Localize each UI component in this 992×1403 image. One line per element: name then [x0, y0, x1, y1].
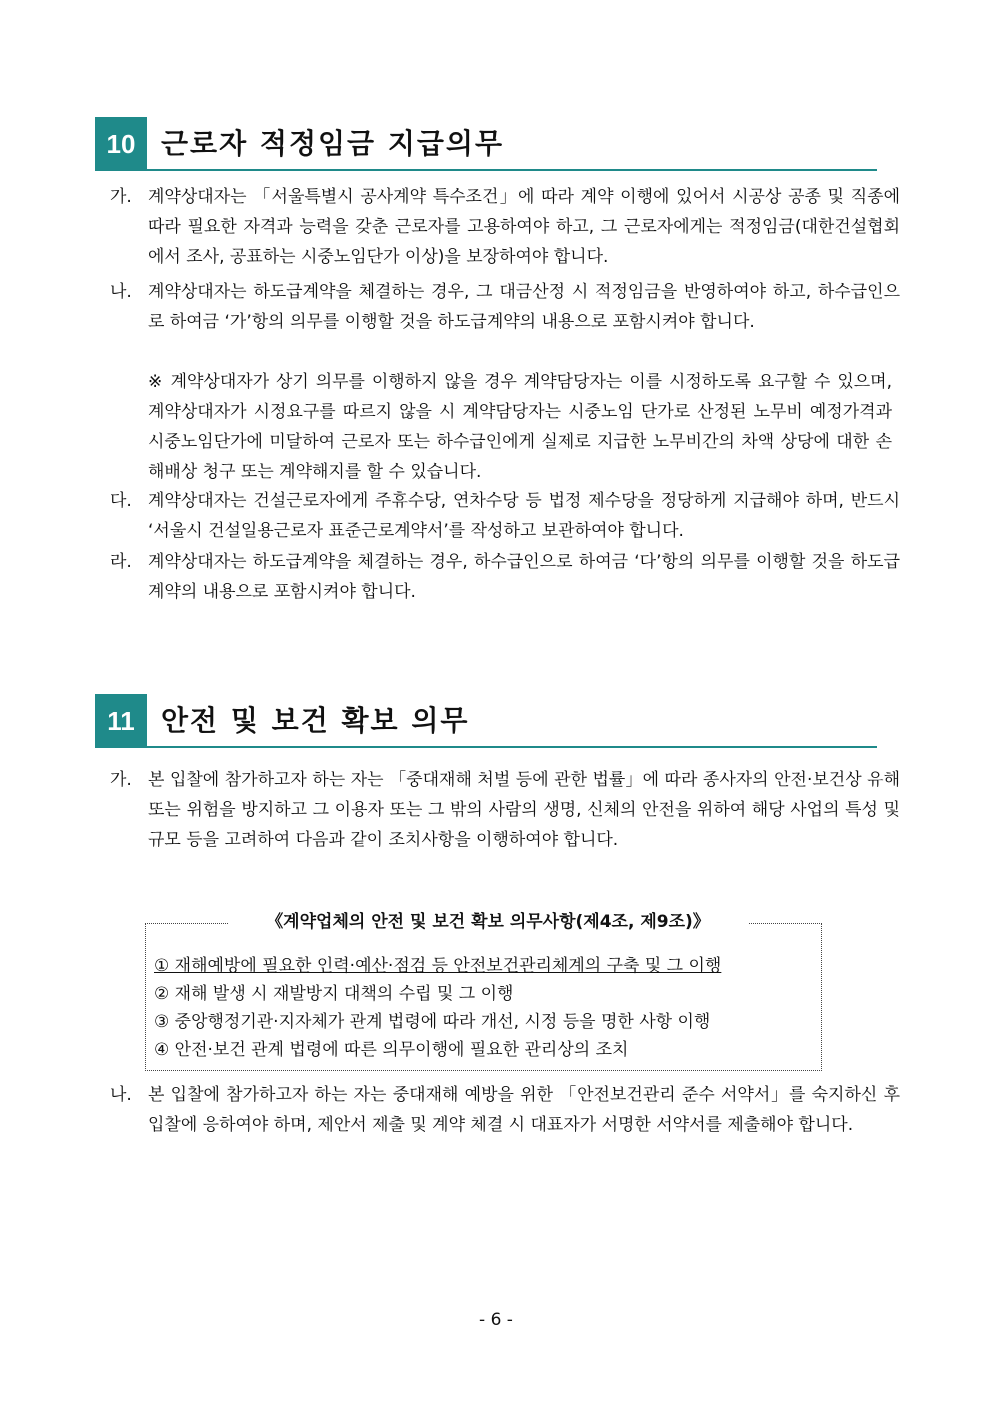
list-item [110, 277, 900, 337]
item-label: 라. [110, 552, 132, 572]
list-item [110, 486, 900, 546]
item-text: 계약상대자는 하도급계약을 체결하는 경우, 하수급인으로 하여금 ‘다’항의 의무를 이행할 것을 하도급계약의 내용으로 포함시켜야 합니다. [148, 552, 900, 602]
item-text: 본 입찰에 참가하고자 하는 자는 중대재해 예방을 위한 「안전보건관리 준수 서약서」를 숙지하신 후 입찰에 응하여야 하며, 제안서 제출 및 계약 체결 시 대표자가 서명한 서약서를 제출해야 합니다. [148, 1085, 900, 1135]
page-number: - 6 - [479, 1310, 513, 1330]
item-text: 계약상대자는 건설근로자에게 주휴수당, 연차수당 등 법정 제수당을 정당하게 지급해야 하며, 반드시 ‘서울시 건설일용근로자 표준근로계약서’를 작성하고 보관하여야 합니다. [148, 491, 900, 541]
item-label: 나. [110, 282, 132, 302]
obligation-item: ④ 안전·보건 관계 법령에 따른 의무이행에 필요한 관리상의 조치 [154, 1040, 629, 1060]
list-item [110, 182, 900, 272]
list-item [110, 547, 900, 607]
section-number-badge: 11 [95, 694, 147, 748]
section-divider [147, 169, 877, 171]
item-text: 본 입찰에 참가하고자 하는 자는 「중대재해 처벌 등에 관한 법률」에 따라 종사자의 안전·보건상 유해 또는 위험을 방지하고 그 이용자 또는 그 밖의 사람의 생명, 신체의 안전을 위하여 해당 사업의 특성 및 규모 등을 고려하여 다음과 같이 조치사항을 이행하여야 합니다. [148, 770, 900, 850]
obligation-item: ② 재해 발생 시 재발방지 대책의 수립 및 그 이행 [154, 984, 514, 1004]
obligation-item: ③ 중앙행정기관·지자체가 관계 법령에 따라 개선, 시정 등을 명한 사항 이행 [154, 1012, 711, 1032]
item-text: 계약상대자는 「서울특별시 공사계약 특수조건」에 따라 계약 이행에 있어서 시공상 공종 및 직종에 따라 필요한 자격과 능력을 갖춘 근로자를 고용하여야 하고, 그 근로자에게는 적정임금(대한건설협회에서 조사, 공표하는 시중노임단가 이상)을 보장하여야 합니다. [148, 187, 900, 267]
section-title: 안전 및 보건 확보 의무 [161, 704, 470, 737]
section-11-header [95, 694, 877, 748]
item-label: 가. [110, 770, 132, 790]
obligations-box-title: 《계약업체의 안전 및 보건 확보 의무사항(제4조, 제9조)》 [228, 908, 748, 936]
list-item [110, 765, 900, 855]
list-item [110, 1080, 900, 1140]
item-label: 다. [110, 491, 132, 511]
item-text: 계약상대자는 하도급계약을 체결하는 경우, 그 대금산정 시 적정임금을 반영하여야 하고, 하수급인으로 하여금 ‘가’항의 의무를 이행할 것을 하도급계약의 내용으로 포함시켜야 합니다. [148, 282, 900, 332]
section-10-header [95, 117, 877, 171]
item-label: 가. [110, 187, 132, 207]
obligation-item: ① 재해예방에 필요한 인력·예산·점검 등 안전보건관리체계의 구축 및 그 이행 [154, 956, 722, 976]
obligations-list [154, 952, 814, 1064]
section-number-badge: 10 [95, 117, 147, 171]
section-divider [147, 746, 877, 748]
section-title: 근로자 적정임금 지급의무 [161, 127, 505, 160]
note-paragraph: ※ 계약상대자가 상기 의무를 이행하지 않을 경우 계약담당자는 이를 시정하도록 요구할 수 있으며, 계약상대자가 시정요구를 따르지 않을 시 계약담당자는 시중노임 단가로 산정된 노무비 예정가격과 시중노임단가에 미달하여 근로자 또는 하수급인에게 실제로 지급한 노무비간의 차액 상당에 대한 손해배상 청구 또는 계약해지를 할 수 있습니다. [148, 372, 892, 482]
item-label: 나. [110, 1085, 132, 1105]
